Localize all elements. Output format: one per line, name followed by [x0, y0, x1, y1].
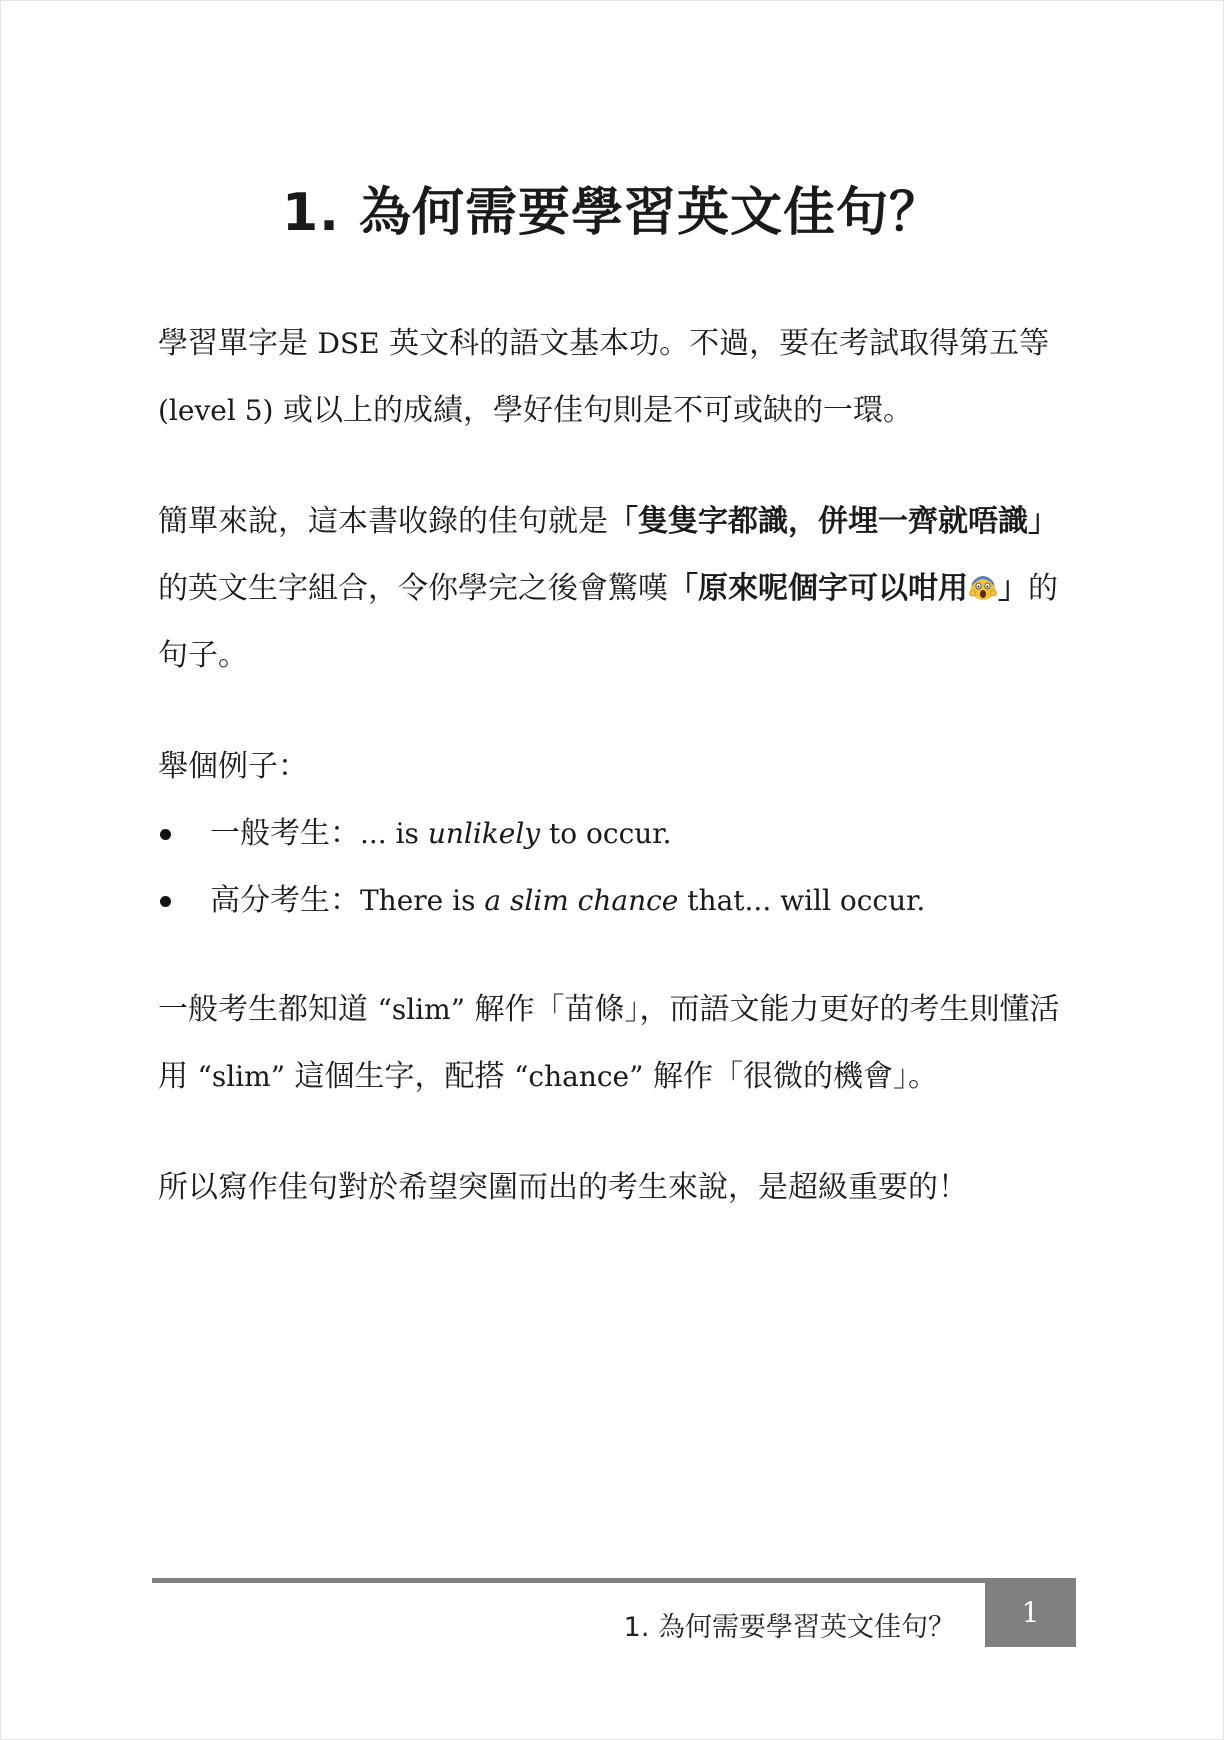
bold-phrase: 」: [998, 571, 1028, 606]
text-run: 一般考生都知道: [158, 992, 378, 1027]
bold-phrase: 「原來呢個字可以咁用: [668, 571, 968, 606]
quoted-word: “slim”: [197, 1060, 286, 1093]
text-run: 的英文生字組合，令你學完之後會驚嘆: [158, 571, 668, 606]
text-run: 解作「苗條」，而語文能力更好的考生則懂活用: [158, 992, 1060, 1094]
example-label: 一般考生：: [210, 816, 360, 851]
example-intro: 舉個例子：: [158, 749, 308, 784]
example-list: [158, 800, 1078, 934]
example-text: ... is: [360, 817, 428, 850]
text-run: 解作「很微的機會」。: [643, 1059, 938, 1094]
paragraph-conclusion: 所以寫作佳句對於希望突圍而出的考生來說，是超級重要的！: [158, 1170, 968, 1205]
list-item: [158, 867, 1078, 934]
scream-emoji-icon: [969, 573, 997, 601]
text-run: 簡單來說，這本書收錄的佳句就是: [158, 504, 608, 539]
text-run-dse: DSE: [317, 327, 380, 360]
page-title: 1. 為何需要學習英文佳句？: [281, 183, 943, 243]
example-text: to occur.: [540, 817, 672, 850]
quoted-word: “chance”: [514, 1060, 644, 1093]
text-run: 英文科的語文基本功。不過，要在考試取得第五等: [379, 326, 1050, 361]
bullet-icon: [160, 896, 171, 907]
example-italic: a slim chance: [484, 884, 679, 917]
text-run-level: (level 5): [158, 394, 274, 427]
text-run: 或以上的成績，學好佳句則是不可或缺的一環。: [273, 393, 913, 428]
list-item: [158, 800, 1078, 867]
quoted-word: “slim”: [377, 993, 466, 1026]
text-run: 的句子。: [158, 571, 1058, 673]
footer-running-title: 1. 為何需要學習英文佳句？: [623, 1612, 955, 1643]
footer-rule: [152, 1578, 1076, 1583]
paragraph-intro: [158, 310, 1078, 444]
example-text: that... will occur.: [678, 884, 926, 917]
text-run: 這個生字，配搭: [285, 1059, 515, 1094]
page-number: 1: [985, 1583, 1076, 1647]
body-content: [158, 310, 1078, 1221]
bullet-icon: [160, 829, 171, 840]
example-italic: unlikely: [427, 817, 541, 850]
example-label: 高分考生：: [210, 883, 360, 918]
paragraph-summary: [158, 488, 1078, 689]
bold-phrase: 「隻隻字都識，併埋一齊就唔識」: [608, 504, 1058, 539]
paragraph-slim: [158, 976, 1078, 1110]
text-run: 學習單字是: [158, 326, 318, 361]
example-text: There is: [360, 884, 485, 917]
